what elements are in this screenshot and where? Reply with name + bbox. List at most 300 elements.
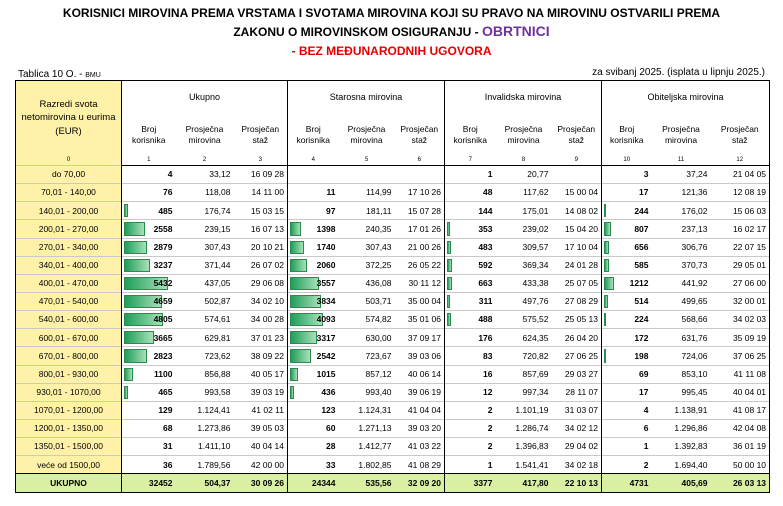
count-value: 1015: [316, 368, 336, 379]
count-bar: [290, 222, 301, 235]
value-cell: 35 09 19: [711, 329, 770, 347]
column-number: 12: [711, 155, 770, 166]
value-cell: 997,34: [496, 383, 552, 401]
value-cell: 441,92: [652, 274, 711, 292]
value-cell: 995,45: [652, 383, 711, 401]
value-cell: 40 06 14: [395, 365, 445, 383]
table-row: [16, 329, 770, 347]
value-cell: 237,13: [652, 220, 711, 238]
count-value: 2060: [316, 260, 336, 271]
value-cell: 574,61: [176, 311, 234, 329]
count-bar: [124, 222, 145, 235]
sub-header-g1-c2: Prosječan staž: [400, 123, 439, 145]
count-value: 1100: [154, 368, 173, 379]
count-cell: [122, 438, 176, 456]
range-cell: 670,01 - 800,00: [16, 347, 122, 365]
value-cell: 437,05: [176, 274, 234, 292]
title-line-1: KORISNICI MIROVINA PREMA VRSTAMA I SVOTAMA MIROVINA KOJI SU PRAVO NA MIROVINU OSTVARILI PREMA: [62, 6, 721, 20]
count-value: 5432: [153, 278, 173, 289]
total-cell: 22 10 13: [552, 474, 602, 493]
table-row: [16, 438, 770, 456]
value-cell: 29 06 08: [234, 274, 288, 292]
count-cell: [445, 311, 496, 329]
count-bar: [124, 241, 147, 254]
count-value: 83: [483, 350, 493, 361]
count-value: 2: [487, 423, 493, 434]
total-cell: 24344: [288, 474, 339, 493]
sub-header-g2-c1: Prosječna mirovina: [504, 123, 543, 145]
count-cell: [288, 256, 339, 274]
count-value: 1: [643, 441, 649, 452]
value-cell: 15 04 20: [552, 220, 602, 238]
column-number: 4: [288, 155, 339, 166]
value-cell: 24 01 28: [552, 256, 602, 274]
count-cell: [602, 220, 652, 238]
value-cell: 29 04 02: [552, 438, 602, 456]
count-value: 76: [163, 187, 173, 198]
value-cell: 724,06: [652, 347, 711, 365]
table-row: [16, 419, 770, 437]
value-cell: 16 09 28: [234, 166, 288, 184]
table-row: [16, 401, 770, 419]
count-value: 12: [483, 387, 493, 397]
value-cell: 40 04 01: [711, 383, 770, 401]
total-cell: 32452: [122, 474, 176, 493]
count-value: 2879: [153, 241, 173, 252]
value-cell: 29 05 01: [711, 256, 770, 274]
table-row: [16, 166, 770, 184]
value-cell: 37 09 17: [395, 329, 445, 347]
count-cell: [288, 274, 339, 292]
value-cell: 50 00 10: [711, 456, 770, 474]
value-cell: 41 08 17: [711, 401, 770, 419]
count-bar: [447, 295, 450, 308]
sub-header-g1-c0: Broj korisnika: [288, 114, 339, 155]
value-cell: 21 04 05: [711, 166, 770, 184]
value-cell: 34 02 10: [234, 292, 288, 310]
count-cell: [122, 401, 176, 419]
count-cell: [288, 401, 339, 419]
count-value: 4093: [316, 314, 336, 325]
count-value: 224: [634, 314, 649, 325]
value-cell: 32 00 01: [711, 292, 770, 310]
value-cell: 1.694,40: [652, 456, 711, 474]
value-cell: 41 03 22: [395, 438, 445, 456]
range-cell: 340,01 - 400,00: [16, 256, 122, 274]
sub-header-g3-c1: Prosječna mirovina: [662, 123, 700, 145]
range-cell: veće od 1500,00: [16, 456, 122, 474]
count-value: 663: [478, 278, 493, 289]
count-value: 1: [487, 459, 493, 470]
count-value: 3834: [316, 296, 336, 307]
value-cell: 372,25: [339, 256, 395, 274]
value-cell: 720,82: [496, 347, 552, 365]
count-value: 176: [478, 332, 493, 343]
value-cell: 240,35: [339, 220, 395, 238]
count-cell: [288, 383, 339, 401]
value-cell: 35 01 06: [395, 311, 445, 329]
count-cell: [602, 311, 652, 329]
count-value: 123: [321, 405, 336, 416]
range-cell: 1200,01 - 1350,00: [16, 419, 122, 437]
value-cell: 39 03 20: [395, 419, 445, 437]
count-bar: [124, 349, 147, 362]
table-row: [16, 347, 770, 365]
range-cell: 270,01 - 340,00: [16, 238, 122, 256]
count-cell: [445, 166, 496, 184]
group-header-disability: Invalidska mirovina: [445, 81, 602, 115]
count-cell: [122, 311, 176, 329]
value-cell: 38 09 22: [234, 347, 288, 365]
value-cell: 1.101,19: [496, 401, 552, 419]
value-cell: 41 08 29: [395, 456, 445, 474]
count-cell: [602, 347, 652, 365]
count-cell: [288, 166, 339, 184]
count-bar: [124, 204, 128, 217]
value-cell: 1.296,86: [652, 419, 711, 437]
value-cell: 40 04 14: [234, 438, 288, 456]
range-cell: 930,01 - 1070,00: [16, 383, 122, 401]
sub-header-row: [16, 114, 770, 155]
column-number: 9: [552, 155, 602, 166]
value-cell: [395, 166, 445, 184]
count-value: 483: [478, 241, 493, 252]
value-cell: 1.541,41: [496, 456, 552, 474]
value-cell: 37 01 23: [234, 329, 288, 347]
count-cell: [602, 365, 652, 383]
count-bar: [290, 349, 311, 362]
total-cell: 405,69: [652, 474, 711, 493]
value-cell: 1.411,10: [176, 438, 234, 456]
value-cell: 723,62: [176, 347, 234, 365]
count-bar: [604, 259, 609, 272]
count-bar: [447, 277, 452, 290]
value-cell: 176,74: [176, 202, 234, 220]
count-bar: [290, 331, 317, 344]
range-cell: 600,01 - 670,00: [16, 329, 122, 347]
count-value: 172: [634, 332, 649, 343]
value-cell: 17 10 26: [395, 184, 445, 202]
count-cell: [602, 438, 652, 456]
value-cell: 41 04 04: [395, 401, 445, 419]
title-line-3: - BEZ MEĐUNARODNIH UGOVORA: [291, 44, 492, 58]
count-bar: [604, 349, 606, 362]
count-bar: [604, 277, 614, 290]
value-cell: 16 02 17: [711, 220, 770, 238]
value-cell: 307,43: [176, 238, 234, 256]
group-header-survivor: Obiteljska mirovina: [602, 81, 770, 115]
value-cell: 239,15: [176, 220, 234, 238]
total-cell: 4731: [602, 474, 652, 493]
total-cell: 3377: [445, 474, 496, 493]
count-bar: [604, 204, 606, 217]
value-cell: 34 02 12: [552, 419, 602, 437]
count-value: 585: [634, 260, 649, 271]
total-cell: 417,80: [496, 474, 552, 493]
value-cell: [552, 166, 602, 184]
table-row: [16, 456, 770, 474]
value-cell: 20 10 21: [234, 238, 288, 256]
count-cell: [602, 383, 652, 401]
column-number: 10: [602, 155, 652, 166]
count-value: 198: [634, 350, 649, 361]
count-cell: [445, 184, 496, 202]
count-cell: [445, 329, 496, 347]
value-cell: 41 02 11: [234, 401, 288, 419]
count-bar: [447, 222, 450, 235]
title-line-2-prefix: ZAKONU O MIROVINSKOM OSIGURANJU -: [233, 25, 482, 39]
count-value: 3: [643, 169, 649, 180]
count-cell: [602, 456, 652, 474]
value-cell: 239,02: [496, 220, 552, 238]
count-bar: [290, 277, 319, 290]
count-cell: [445, 202, 496, 220]
value-cell: 17 01 26: [395, 220, 445, 238]
range-cell: 800,01 - 930,00: [16, 365, 122, 383]
count-cell: [602, 238, 652, 256]
value-cell: 15 03 15: [234, 202, 288, 220]
date-note: za svibanj 2025. (isplata u lipnju 2025.): [592, 67, 765, 78]
value-cell: 503,71: [339, 292, 395, 310]
value-cell: 993,40: [339, 383, 395, 401]
count-value: 3237: [153, 260, 173, 271]
value-cell: 42 04 08: [711, 419, 770, 437]
value-cell: 15 07 28: [395, 202, 445, 220]
count-bar: [290, 368, 298, 381]
count-value: 514: [634, 296, 649, 307]
value-cell: 12 08 19: [711, 184, 770, 202]
table-row: [16, 238, 770, 256]
count-value: 2: [487, 405, 493, 416]
value-cell: 624,35: [496, 329, 552, 347]
table-number: [18, 69, 101, 80]
column-number: 0: [16, 155, 122, 166]
value-cell: 34 02 03: [711, 311, 770, 329]
count-cell: [602, 166, 652, 184]
sub-header-g2-c0: Broj korisnika: [445, 114, 496, 155]
count-bar: [290, 241, 304, 254]
value-cell: 1.273,86: [176, 419, 234, 437]
group-header-total: Ukupno: [122, 81, 288, 115]
table-row: [16, 184, 770, 202]
count-bar: [604, 241, 609, 254]
title-line-2: [0, 23, 783, 39]
count-value: 3317: [316, 332, 336, 343]
value-cell: 1.396,83: [496, 438, 552, 456]
column-number: 3: [234, 155, 288, 166]
count-cell: [122, 220, 176, 238]
count-bar: [290, 259, 307, 272]
count-cell: [288, 238, 339, 256]
table-row: [16, 292, 770, 310]
value-cell: 568,66: [652, 311, 711, 329]
count-value: 28: [326, 441, 336, 452]
count-cell: [122, 274, 176, 292]
value-cell: 25 07 05: [552, 274, 602, 292]
table-row: [16, 311, 770, 329]
value-cell: 29 03 27: [552, 365, 602, 383]
value-cell: 370,73: [652, 256, 711, 274]
count-cell: [122, 365, 176, 383]
count-value: 17: [639, 387, 649, 397]
count-cell: [602, 274, 652, 292]
column-number: 5: [339, 155, 395, 166]
title-highlight: OBRTNICI: [482, 23, 550, 39]
value-cell: 39 03 19: [234, 383, 288, 401]
table-body: [16, 166, 770, 493]
value-cell: 121,36: [652, 184, 711, 202]
count-value: 353: [478, 223, 493, 234]
count-bar: [290, 386, 294, 399]
range-cell: 140,01 - 200,00: [16, 202, 122, 220]
sub-header-g3-c2: Prosječan staž: [711, 114, 770, 155]
count-cell: [122, 419, 176, 437]
count-value: 144: [478, 205, 493, 216]
count-cell: [122, 256, 176, 274]
count-cell: [288, 365, 339, 383]
column-number-row: [16, 155, 770, 166]
count-cell: [288, 347, 339, 365]
table-number-suffix: BMU: [85, 72, 101, 79]
count-cell: [288, 419, 339, 437]
value-cell: 36 01 19: [711, 438, 770, 456]
count-cell: [288, 438, 339, 456]
value-cell: 26 07 02: [234, 256, 288, 274]
count-value: 69: [639, 368, 649, 379]
value-cell: 629,81: [176, 329, 234, 347]
value-cell: 15 06 03: [711, 202, 770, 220]
count-cell: [445, 220, 496, 238]
value-cell: 371,44: [176, 256, 234, 274]
pension-table: [15, 80, 770, 493]
range-cell: 70,01 - 140,00: [16, 184, 122, 202]
value-cell: 22 07 15: [711, 238, 770, 256]
value-cell: 853,10: [652, 365, 711, 383]
value-cell: 631,76: [652, 329, 711, 347]
value-cell: 15 00 04: [552, 184, 602, 202]
count-value: 4659: [153, 296, 173, 307]
column-number: 2: [176, 155, 234, 166]
value-cell: 118,08: [176, 184, 234, 202]
sub-header-g0-c1: Prosječna mirovina: [185, 123, 224, 145]
value-cell: 857,69: [496, 365, 552, 383]
count-cell: [445, 292, 496, 310]
table-row: [16, 383, 770, 401]
value-cell: 21 00 26: [395, 238, 445, 256]
count-cell: [445, 419, 496, 437]
value-cell: 30 11 12: [395, 274, 445, 292]
column-number: 6: [395, 155, 445, 166]
count-value: 656: [634, 241, 649, 252]
value-cell: 309,57: [496, 238, 552, 256]
value-cell: 1.789,56: [176, 456, 234, 474]
count-value: 244: [634, 205, 649, 216]
value-cell: 1.124,41: [176, 401, 234, 419]
value-cell: 34 02 18: [552, 456, 602, 474]
value-cell: 27 06 25: [552, 347, 602, 365]
group-header-old-age: Starosna mirovina: [288, 81, 445, 115]
value-cell: 27 08 29: [552, 292, 602, 310]
count-cell: [288, 456, 339, 474]
count-value: 60: [326, 423, 336, 434]
count-value: 465: [158, 387, 173, 397]
count-cell: [122, 292, 176, 310]
count-bar: [447, 241, 451, 254]
count-value: 17: [639, 187, 649, 198]
value-cell: 181,11: [339, 202, 395, 220]
count-value: 4: [643, 405, 649, 416]
range-cell: 1350,01 - 1500,00: [16, 438, 122, 456]
range-cell: 540,01 - 600,00: [16, 311, 122, 329]
count-cell: [602, 401, 652, 419]
count-cell: [122, 202, 176, 220]
count-cell: [602, 256, 652, 274]
value-cell: 723,67: [339, 347, 395, 365]
value-cell: 114,99: [339, 184, 395, 202]
count-value: 488: [478, 314, 493, 325]
total-cell: 32 09 20: [395, 474, 445, 493]
count-value: 3665: [153, 332, 173, 343]
sub-header-g0-c0: Broj korisnika: [122, 114, 176, 155]
column-number: 8: [496, 155, 552, 166]
count-cell: [602, 329, 652, 347]
total-row: [16, 474, 770, 493]
count-value: 2: [643, 459, 649, 470]
value-cell: 369,34: [496, 256, 552, 274]
count-cell: [122, 166, 176, 184]
value-cell: 39 05 03: [234, 419, 288, 437]
sub-header-g1-c1: Prosječna mirovina: [347, 123, 386, 145]
count-value: 97: [326, 205, 336, 216]
sub-header-g0-c2: Prosječan staž: [241, 123, 280, 145]
value-cell: 574,82: [339, 311, 395, 329]
count-cell: [445, 456, 496, 474]
count-value: 36: [163, 459, 173, 470]
count-bar: [124, 386, 128, 399]
range-cell: UKUPNO: [16, 474, 122, 493]
count-value: 33: [326, 459, 336, 470]
count-value: 1: [487, 169, 493, 180]
value-cell: 20,77: [496, 166, 552, 184]
value-cell: 499,65: [652, 292, 711, 310]
value-cell: 41 11 08: [711, 365, 770, 383]
count-cell: [445, 274, 496, 292]
count-bar: [124, 331, 154, 344]
value-cell: 433,38: [496, 274, 552, 292]
value-cell: 630,00: [339, 329, 395, 347]
group-header-row: [16, 81, 770, 115]
count-value: 11: [326, 187, 336, 198]
count-value: 2823: [153, 350, 173, 361]
value-cell: 307,43: [339, 238, 395, 256]
count-cell: [288, 202, 339, 220]
value-cell: 28 11 07: [552, 383, 602, 401]
count-cell: [445, 365, 496, 383]
range-cell: 200,01 - 270,00: [16, 220, 122, 238]
value-cell: 27 06 00: [711, 274, 770, 292]
count-bar: [124, 259, 150, 272]
range-cell: 470,01 - 540,00: [16, 292, 122, 310]
value-cell: 176,02: [652, 202, 711, 220]
column-number: 11: [652, 155, 711, 166]
count-value: 68: [163, 423, 173, 434]
value-cell: 1.138,91: [652, 401, 711, 419]
value-cell: 25 05 13: [552, 311, 602, 329]
table-row: [16, 256, 770, 274]
value-cell: 40 05 17: [234, 365, 288, 383]
count-value: 3557: [316, 278, 336, 289]
value-cell: 26 04 20: [552, 329, 602, 347]
